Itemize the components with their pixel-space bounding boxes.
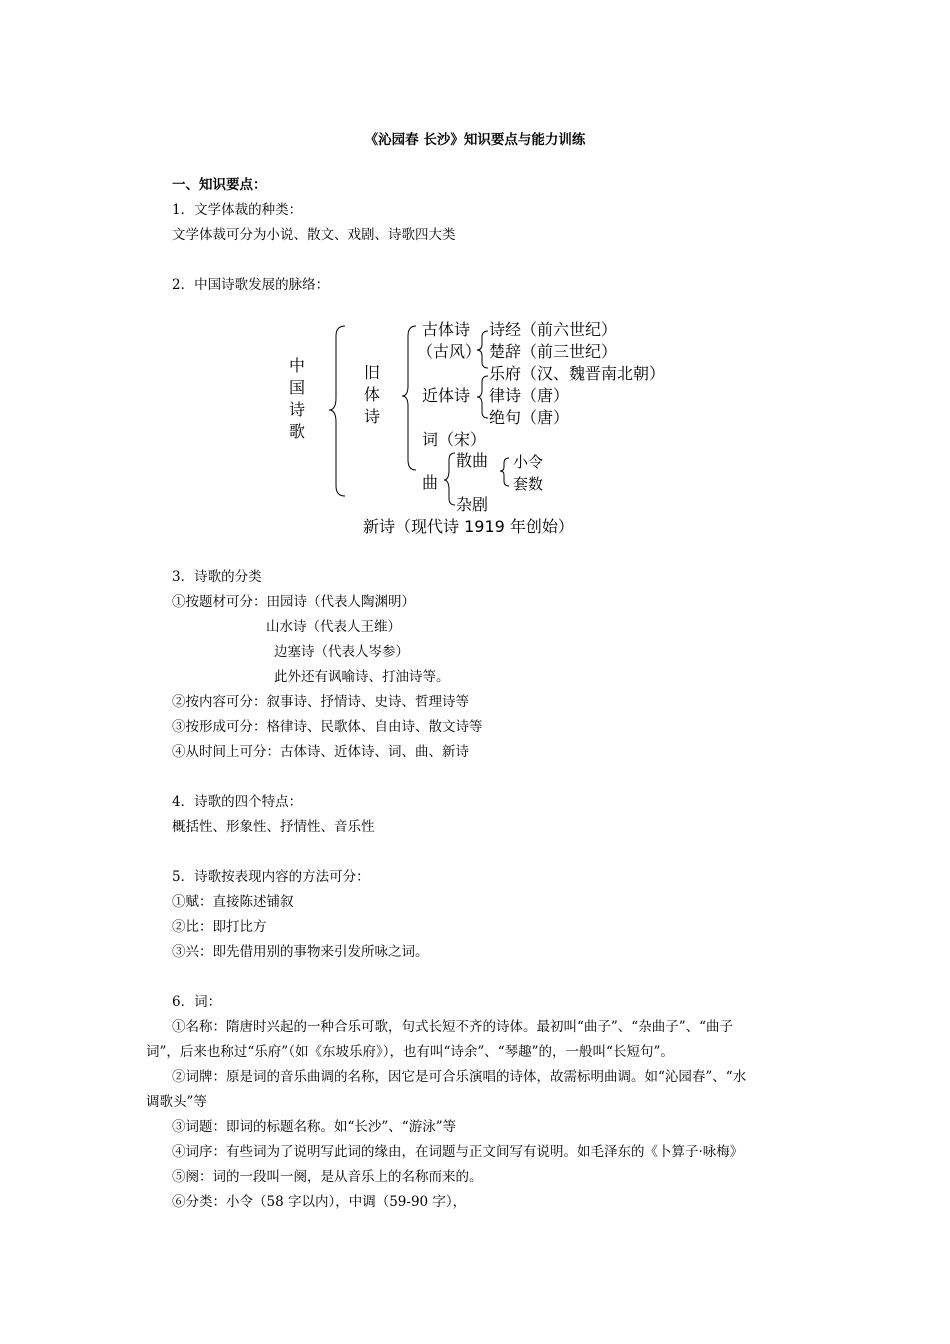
node-jueju: 绝句（唐） — [489, 408, 570, 427]
root-char: 歌 — [288, 422, 305, 441]
item-3-line: ②按内容可分：叙事诗、抒情诗、史诗、哲理诗等 — [172, 694, 469, 710]
item-6-line: ⑤阕：词的一段叫一阕，是从音乐上的名称而来的。 — [172, 1169, 483, 1185]
item-6-line: 词”，后来也称过“乐府”（如《东坡乐府》），也有叫“诗余”、“琴趣”的，一般叫“长短句”。 — [146, 1044, 674, 1060]
item-3-line: ③按形成可分：格律诗、民歌体、自由诗、散文诗等 — [172, 719, 483, 735]
root-char: 国 — [288, 378, 305, 397]
item-5-heading: 5．诗歌按表现内容的方法可分： — [172, 869, 370, 885]
node-xinshi: 新诗（现代诗 1919 年创始） — [363, 517, 574, 536]
item-3-line: ①按题材可分：田园诗（代表人陶渊明） — [172, 594, 415, 610]
old-char: 诗 — [363, 407, 380, 426]
item-2-heading: 2．中国诗歌发展的脉络： — [172, 277, 330, 293]
node-gutishi: 古体诗 — [422, 320, 471, 339]
item-3-line: 边塞诗（代表人岑参） — [274, 644, 409, 660]
item-6-line: ③词题：即词的标题名称。如“长沙”、“游泳”等 — [172, 1119, 457, 1135]
node-jintishi: 近体诗 — [422, 386, 471, 405]
node-taoshu: 套数 — [513, 475, 544, 493]
item-6-line: ②词牌：原是词的音乐曲调的名称，因它是可合乐演唱的诗体，故需标明曲调。如“沁园春”、“水 — [172, 1069, 747, 1085]
item-6-line: ①名称：隋唐时兴起的一种合乐可歌，句式长短不齐的诗体。最初叫“曲子”、“杂曲子”、“曲子 — [172, 1019, 734, 1035]
node-lvshi: 律诗（唐） — [489, 386, 570, 405]
modern-brace — [477, 376, 488, 418]
item-3-line: 此外还有讽喻诗、打油诗等。 — [274, 669, 450, 685]
item-6-line: 调歌头”等 — [146, 1094, 207, 1110]
item-1-text: 文学体裁可分为小说、散文、戏剧、诗歌四大类 — [172, 227, 456, 243]
item-5-line: ①赋：直接陈述铺叙 — [172, 894, 294, 910]
node-yuefu: 乐府（汉、魏晋南北朝） — [489, 364, 666, 383]
item-4-heading: 4．诗歌的四个特点： — [172, 794, 303, 810]
item-5-line: ②比：即打比方 — [172, 919, 267, 935]
diagram-old-poetry-label — [362, 362, 382, 428]
item-1-heading: 1．文学体裁的种类： — [172, 202, 303, 218]
item-6-line: ⑥分类：小令（58 字以内），中调（59-90 字）， — [172, 1194, 467, 1210]
qu-brace — [444, 453, 455, 505]
item-3-heading: 3．诗歌的分类 — [172, 569, 262, 585]
sanqu-brace — [500, 458, 509, 486]
item-6-heading: 6．词： — [172, 994, 222, 1010]
old-char: 体 — [363, 385, 380, 404]
old-char: 旧 — [363, 363, 380, 382]
node-ci: 词（宋） — [422, 430, 487, 449]
root-char: 诗 — [288, 400, 305, 419]
item-3-line: ④从时间上可分：古体诗、近体诗、词、曲、新诗 — [172, 744, 469, 760]
item-4-text: 概括性、形象性、抒情性、音乐性 — [172, 819, 375, 835]
item-3-line: 山水诗（代表人王维） — [266, 619, 401, 635]
node-sanqu: 散曲 — [456, 451, 489, 470]
node-qu: 曲 — [422, 473, 439, 492]
root-char: 中 — [288, 356, 305, 375]
root-brace — [329, 326, 345, 496]
diagram-root-label — [287, 355, 307, 443]
node-chuci: 楚辞（前三世纪） — [489, 342, 618, 361]
section-heading-knowledge: 一、知识要点： — [172, 177, 267, 193]
page-title: 《沁园春 长沙》知识要点与能力训练 — [364, 132, 586, 148]
item-6-line: ④词序：有些词为了说明写此词的缘由，在词题与正文间写有说明。如毛泽东的《卜算子·咏梅》 — [172, 1144, 744, 1160]
node-gufeng: （古风） — [417, 342, 482, 361]
old-poetry-brace — [402, 326, 416, 470]
node-shijing: 诗经（前六世纪） — [489, 320, 618, 339]
item-5-line: ③兴：即先借用别的事物来引发所咏之词。 — [172, 944, 429, 960]
node-xiaoling: 小令 — [513, 453, 544, 471]
node-zaju: 杂剧 — [456, 495, 489, 514]
